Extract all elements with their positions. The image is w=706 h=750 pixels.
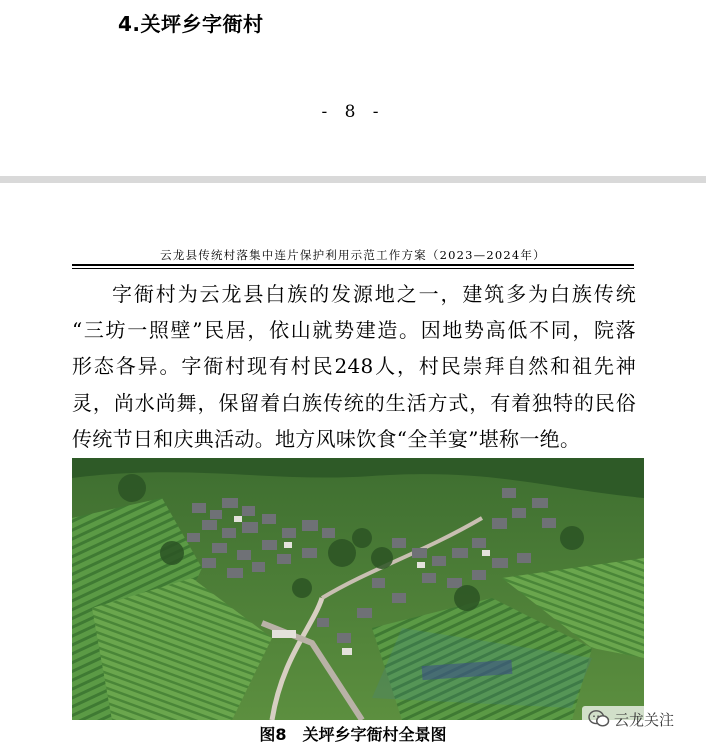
header-rule-thin bbox=[72, 268, 634, 269]
body-paragraph bbox=[72, 276, 636, 457]
page-number: - 8 - bbox=[321, 102, 385, 122]
village-aerial-photo bbox=[72, 458, 644, 720]
previous-page bbox=[0, 0, 706, 176]
body-line-1: 字衙村为云龙县白族的发源地之一，建筑多为白族传统 bbox=[112, 282, 636, 306]
watermark bbox=[582, 706, 680, 732]
running-header: 云龙县传统村落集中连片保护利用示范工作方案（2023—2024年） bbox=[160, 248, 546, 262]
body-line-4: 灵，尚水尚舞，保留着白族传统的生活方式，有着独特的民俗 bbox=[72, 390, 636, 415]
watermark-text: 云龙关注 bbox=[614, 710, 675, 729]
body-line-3: 形态各异。字衙村现有村民248人，村民崇拜自然和祖先神 bbox=[72, 354, 636, 379]
body-line-5: 传统节日和庆典活动。地方风味饮食“全羊宴”堪称一绝。 bbox=[72, 426, 581, 451]
section-heading: 4.关坪乡字衙村 bbox=[118, 12, 264, 36]
figure-caption: 图8 关坪乡字衙村全景图 bbox=[259, 725, 447, 744]
page-separator bbox=[0, 176, 706, 183]
header-rule-thick bbox=[72, 264, 634, 266]
body-line-2: “三坊一照壁”民居，依山就势建造。因地势高低不同，院落 bbox=[72, 318, 636, 343]
chat-bubble-icon bbox=[588, 709, 610, 729]
